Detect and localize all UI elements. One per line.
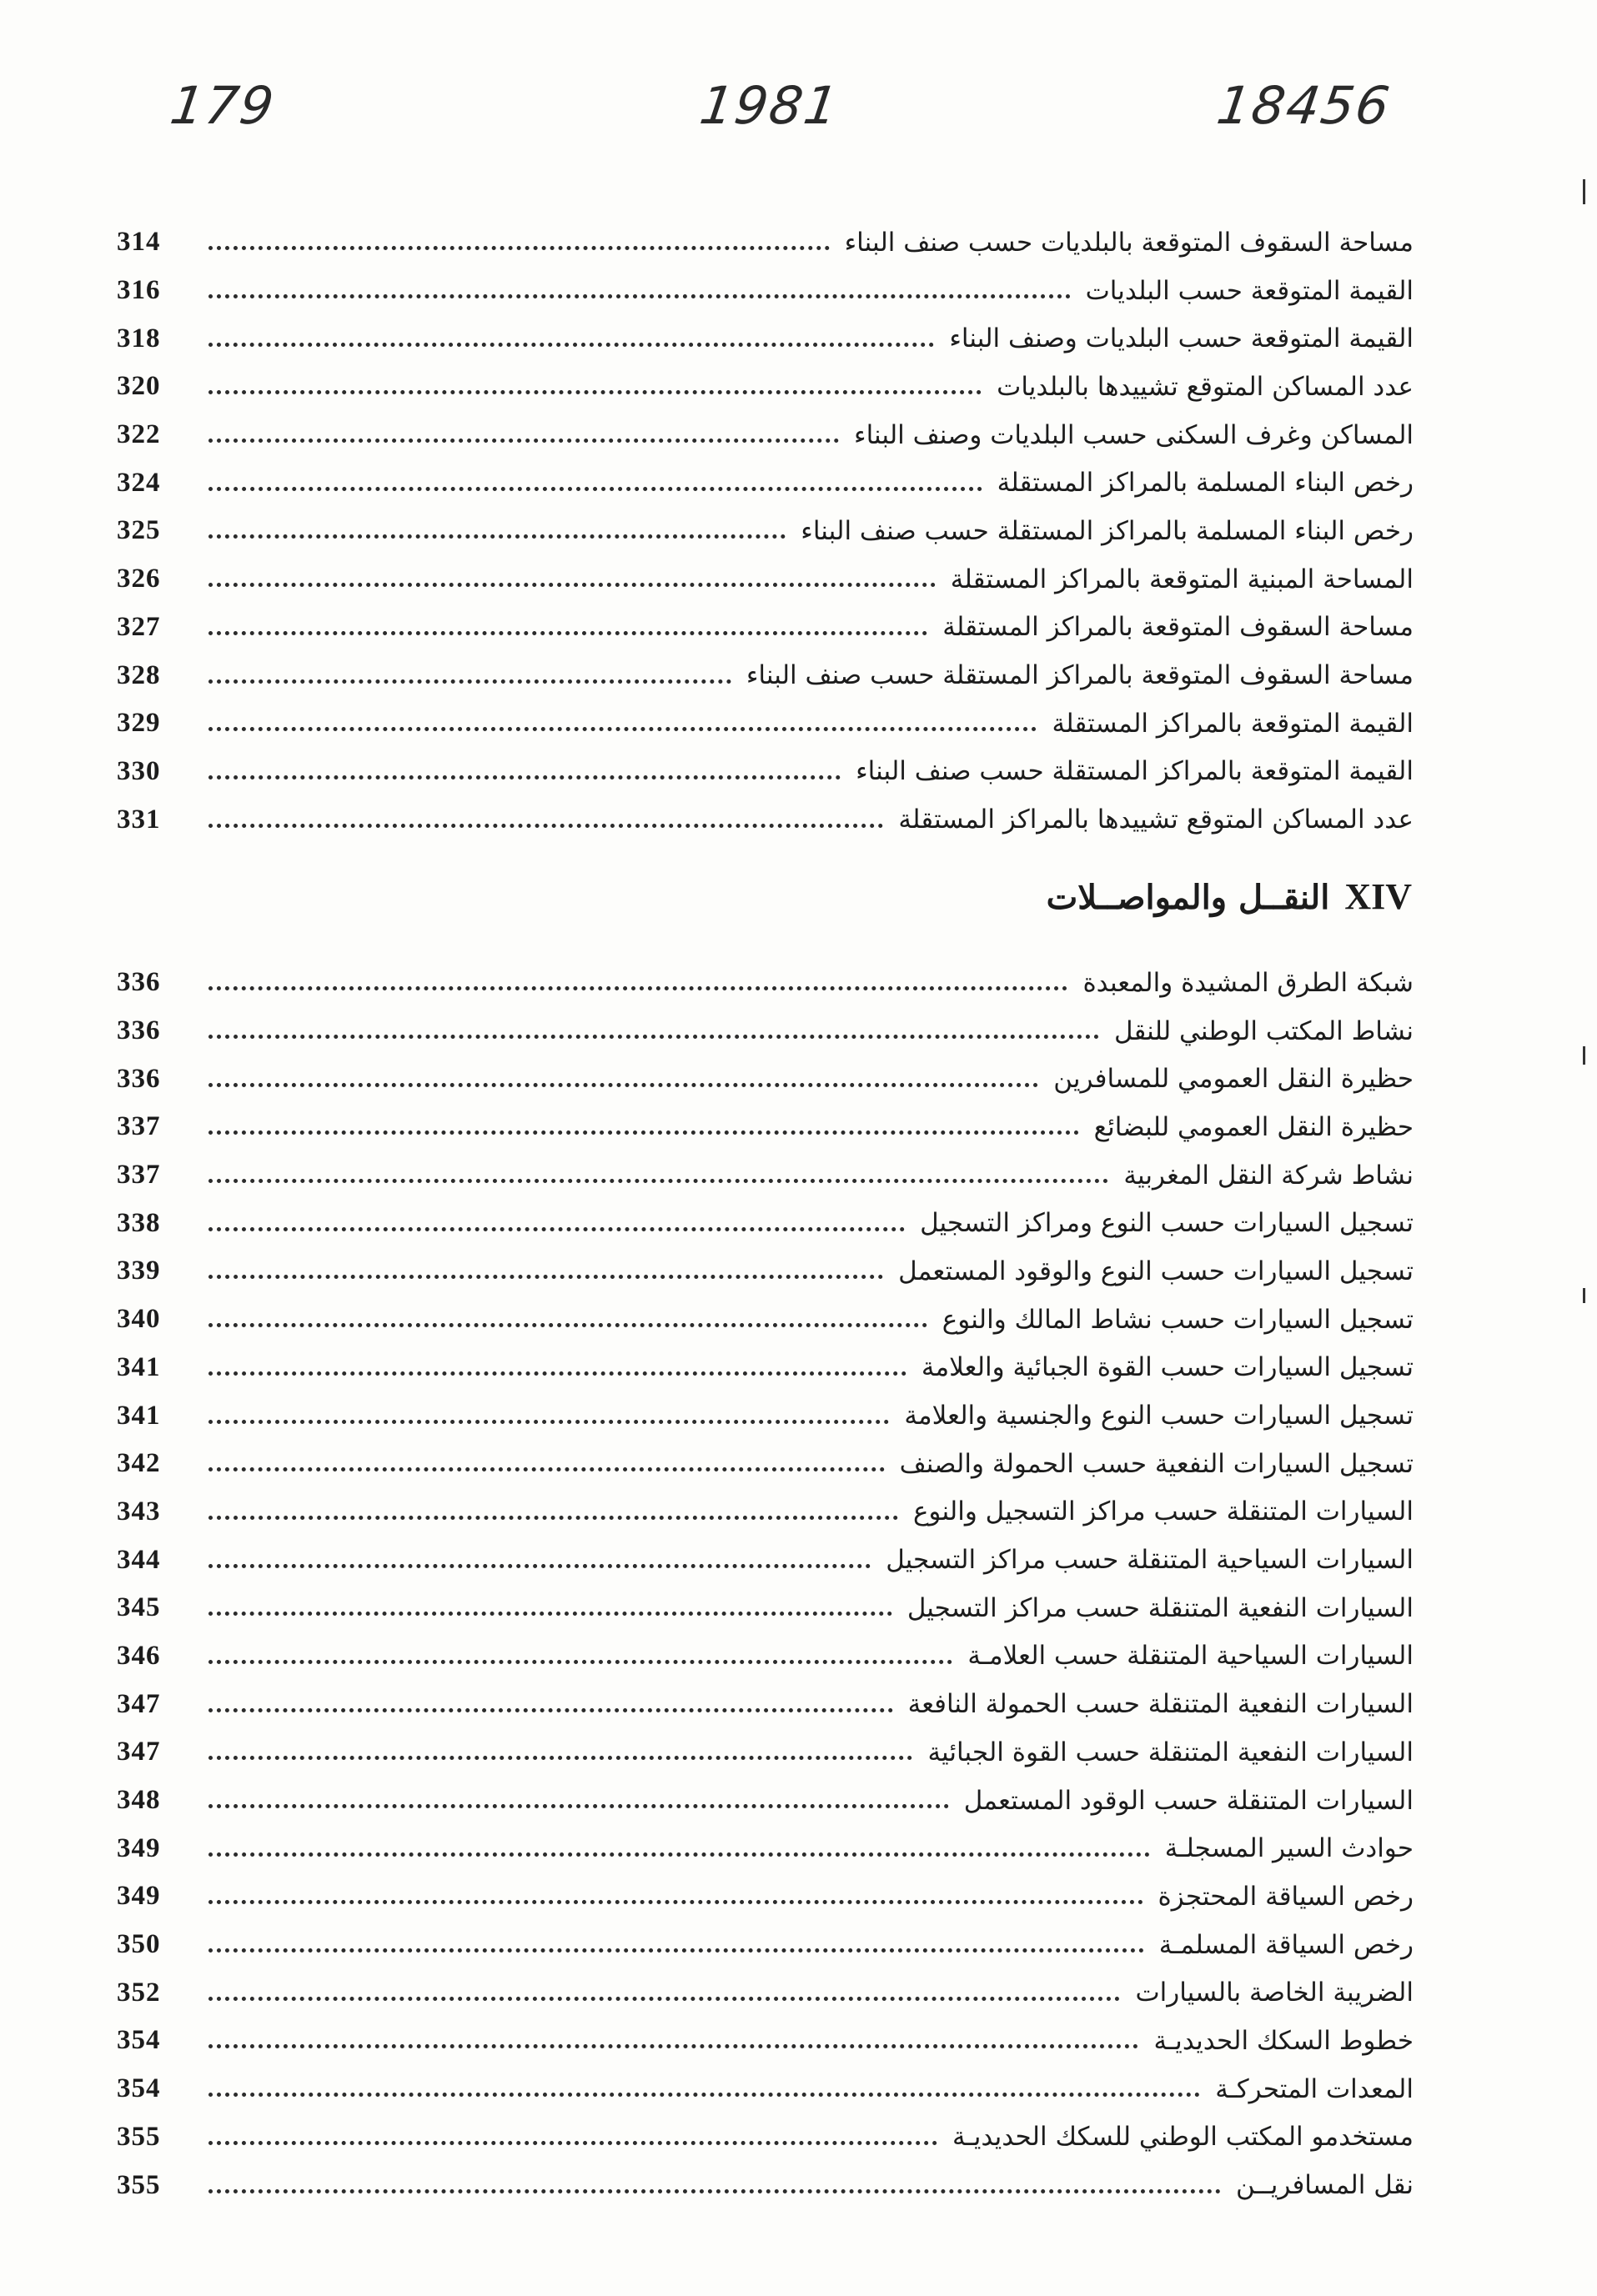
toc-entry	[117, 218, 1414, 267]
dot-leader	[208, 2141, 937, 2145]
toc-entry-title: تسجيل السيارات حسب القوة الجبائية والعلامة	[921, 1352, 1414, 1383]
dot-leader	[208, 1323, 927, 1327]
toc-entry	[117, 1777, 1414, 1825]
dot-leader	[208, 1516, 898, 1520]
toc-entry-title: خطوط السكك الحديديـة	[1153, 2025, 1414, 2056]
toc-entry-page: 328	[117, 659, 161, 690]
dot-leader	[208, 631, 927, 635]
dot-leader	[208, 294, 1071, 298]
toc-entry-page: 318	[117, 323, 161, 353]
dot-leader	[208, 1948, 1144, 1953]
scan-mark	[1583, 179, 1585, 204]
toc-entry	[117, 1632, 1414, 1681]
toc-entry-page: 340	[117, 1304, 161, 1335]
toc-entry-title: رخص السياقة المسلمـة	[1158, 1929, 1414, 1960]
toc-entry-page: 330	[117, 755, 161, 786]
toc-entry	[117, 1247, 1414, 1296]
toc-entry	[117, 1968, 1414, 2017]
toc-entry-title: شبكة الطرق المشيدة والمعبدة	[1082, 967, 1414, 998]
toc-entry-page: 345	[117, 1592, 161, 1623]
toc-entry	[117, 1728, 1414, 1777]
toc-entry	[117, 507, 1414, 555]
toc-entry-page: 331	[117, 804, 161, 835]
dot-leader	[208, 2189, 1221, 2193]
toc-entry-title: نشاط المكتب الوطني للنقل	[1113, 1015, 1414, 1046]
toc-entry-title: السيارات المتنقلة حسب الوقود المستعمل	[963, 1785, 1414, 1816]
toc-entry-page: 320	[117, 371, 161, 402]
dot-leader	[208, 534, 786, 539]
toc-entry-page: 350	[117, 1929, 161, 1960]
toc-entry	[117, 1584, 1414, 1632]
toc-entry-title: السيارات النفعية المتنقلة حسب مراكز التسجيل	[906, 1592, 1414, 1623]
dot-leader	[208, 775, 841, 780]
toc-entry	[117, 2017, 1414, 2065]
toc-entry-title: المعدات المتحركـة	[1215, 2073, 1414, 2104]
toc-entry-page: 337	[117, 1111, 161, 1142]
toc-entry-title: نشاط شركة النقل المغربية	[1123, 1160, 1414, 1191]
toc-entry-page: 339	[117, 1256, 161, 1286]
toc-entry-page: 355	[117, 2169, 161, 2200]
toc-entry	[117, 1536, 1414, 1584]
dot-leader	[208, 1564, 871, 1568]
toc-entry	[117, 1103, 1414, 1151]
toc-entry-title: عدد المساكن المتوقع تشييدها بالبلديات	[997, 371, 1414, 402]
toc-entry-page: 349	[117, 1881, 161, 1912]
toc-entry	[117, 314, 1414, 363]
toc-entry	[117, 1007, 1414, 1055]
toc-entry-page: 352	[117, 1977, 161, 2008]
dot-leader	[208, 1756, 912, 1760]
scan-mark	[1583, 1288, 1585, 1303]
section-numeral: XIV	[1344, 876, 1412, 917]
toc-entry-page: 343	[117, 1496, 161, 1526]
dot-leader	[208, 439, 839, 443]
toc-entry-page: 342	[117, 1448, 161, 1479]
toc-entry-page: 354	[117, 2073, 161, 2104]
toc-entry-page: 316	[117, 275, 161, 306]
toc-entry	[117, 604, 1414, 652]
dot-leader	[208, 824, 883, 828]
dot-leader	[208, 1804, 949, 1808]
dot-leader	[208, 1179, 1108, 1183]
dot-leader	[208, 1660, 952, 1664]
toc-entry-page: 327	[117, 611, 161, 642]
toc-entry-page: 347	[117, 1737, 161, 1767]
toc-entry	[117, 2161, 1414, 2209]
dot-leader	[208, 679, 731, 684]
section-heading-title: النقــل والمواصــلات	[1046, 878, 1330, 917]
toc-entry	[117, 699, 1414, 748]
dot-leader	[208, 1420, 889, 1424]
toc-entry-title: تسجيل السيارات النفعية حسب الحمولة والصنف	[899, 1448, 1414, 1479]
toc-entry-page: 336	[117, 1063, 161, 1094]
dot-leader	[208, 1035, 1099, 1039]
toc-entry-page: 314	[117, 227, 161, 258]
toc-section-2	[117, 959, 1414, 2209]
scan-mark	[1583, 1046, 1585, 1065]
toc-entry-title: السيارات السياحية المتنقلة حسب العلامـة	[967, 1641, 1414, 1672]
toc-entry-title: السيارات النفعية المتنقلة حسب القوة الجبائية	[927, 1737, 1414, 1767]
dot-leader	[208, 1708, 893, 1712]
toc-entry	[117, 959, 1414, 1007]
toc-entry-title: السيارات النفعية المتنقلة حسب الحمولة النافعة	[907, 1689, 1414, 1720]
toc-entry-page: 347	[117, 1688, 161, 1719]
dot-leader	[208, 2093, 1200, 2097]
toc-entry-title: رخص البناء المسلمة بالمراكز المستقلة حسب صنف البناء	[801, 515, 1414, 546]
dot-leader	[208, 1852, 1150, 1857]
toc-entry-page: 336	[117, 1015, 161, 1046]
toc-entry	[117, 1680, 1414, 1728]
toc-entry-title: نقل المسافريــن	[1235, 2170, 1414, 2201]
toc-entry-title: تسجيل السيارات حسب نشاط المالك والنوع	[942, 1304, 1414, 1335]
toc-entry-title: تسجيل السيارات حسب النوع ومراكز التسجيل	[920, 1208, 1414, 1239]
toc-entry-title: مستخدمو المكتب الوطني للسكك الحديديـة	[952, 2122, 1414, 2153]
toc-entry-title: مساحة السقوف المتوقعة بالمراكز المستقلة حسب صنف البناء	[746, 660, 1414, 691]
toc-entry-title: السيارات المتنقلة حسب مراكز التسجيل والنوع	[912, 1496, 1414, 1527]
dot-leader	[208, 1227, 905, 1231]
toc-entry-title: مساحة السقوف المتوقعة بالمراكز المستقلة	[942, 612, 1414, 643]
toc-entry-page: 355	[117, 2121, 161, 2152]
toc-entry-title: السيارات السياحية المتنقلة حسب مراكز التسجيل	[886, 1545, 1414, 1576]
toc-entry-title: القيمة المتوقعة حسب البلديات	[1085, 275, 1414, 306]
toc-entry-page: 325	[117, 515, 161, 546]
toc-entry-title: الضريبة الخاصة بالسيارات	[1135, 1978, 1414, 2008]
toc-entry	[117, 1488, 1414, 1537]
toc-entry-title: القيمة المتوقعة بالمراكز المستقلة	[1052, 708, 1414, 739]
toc-entry	[117, 363, 1414, 411]
toc-entry-page: 336	[117, 967, 161, 998]
dot-leader	[208, 1083, 1038, 1087]
toc-entry-page: 341	[117, 1351, 161, 1382]
toc-entry-page: 337	[117, 1160, 161, 1191]
toc-entry	[117, 748, 1414, 796]
toc-entry	[117, 1391, 1414, 1440]
toc-entry-title: رخص البناء المسلمة بالمراكز المستقلة	[997, 468, 1414, 499]
toc-entry	[117, 1344, 1414, 1392]
toc-entry-page: 341	[117, 1400, 161, 1431]
toc-entry-page: 322	[117, 419, 161, 450]
toc-entry	[117, 795, 1414, 844]
toc-entry	[117, 651, 1414, 699]
dot-leader	[208, 986, 1067, 990]
toc-entry-title: تسجيل السيارات حسب النوع والجنسية والعلامة	[904, 1401, 1414, 1431]
toc-entry-page: 324	[117, 467, 161, 498]
dot-leader	[208, 390, 982, 394]
toc-entry	[117, 411, 1414, 459]
section-heading	[1047, 875, 1412, 918]
toc-entry	[117, 1440, 1414, 1488]
handwritten-annotation-right: 18456	[1213, 75, 1395, 136]
handwritten-annotation-left: 179	[166, 75, 279, 136]
dot-leader	[208, 583, 936, 587]
toc-entry	[117, 2113, 1414, 2162]
toc-entry	[117, 1296, 1414, 1344]
toc-entry-title: المساحة المبنية المتوقعة بالمراكز المستقلة	[950, 564, 1414, 594]
dot-leader	[208, 1371, 906, 1376]
toc-section-1	[117, 218, 1414, 844]
dot-leader	[208, 1997, 1120, 2001]
toc-entry	[117, 1199, 1414, 1247]
toc-entry	[117, 1055, 1414, 1103]
dot-leader	[208, 246, 830, 250]
toc-entry-page: 349	[117, 1832, 161, 1863]
dot-leader	[208, 1467, 885, 1471]
toc-entry-page: 338	[117, 1207, 161, 1238]
toc-entry-page: 354	[117, 2025, 161, 2056]
dot-leader	[208, 1130, 1079, 1135]
handwritten-annotation-middle: 1981	[696, 75, 843, 136]
toc-entry-title: رخص السياقة المحتجزة	[1158, 1881, 1414, 1912]
toc-entry-title: المساكن وغرف السكنى حسب البلديات وصنف البناء	[854, 419, 1414, 450]
dot-leader	[208, 1275, 883, 1279]
toc-entry-title: تسجيل السيارات حسب النوع والوقود المستعمل	[898, 1256, 1414, 1286]
toc-entry-title: حظيرة النقل العمومي للبضائع	[1093, 1111, 1414, 1142]
toc-entry-page: 348	[117, 1785, 161, 1816]
toc-entry	[117, 1921, 1414, 1969]
dot-leader	[208, 343, 934, 347]
dot-leader	[208, 487, 982, 491]
toc-entry-title: عدد المساكن المتوقع تشييدها بالمراكز المستقلة	[898, 805, 1414, 835]
toc-entry-title: حوادث السير المسجلـة	[1164, 1833, 1414, 1864]
toc-entry	[117, 555, 1414, 604]
toc-entry	[117, 1824, 1414, 1872]
toc-entry-page: 326	[117, 564, 161, 594]
dot-leader	[208, 727, 1037, 731]
toc-entry-title: القيمة المتوقعة حسب البلديات وصنف البناء	[949, 323, 1414, 354]
toc-entry	[117, 1151, 1414, 1200]
dot-leader	[208, 1900, 1143, 1904]
toc-entry	[117, 2065, 1414, 2113]
toc-entry-page: 344	[117, 1544, 161, 1575]
toc-entry	[117, 267, 1414, 315]
toc-entry-title: حظيرة النقل العمومي للمسافرين	[1053, 1064, 1414, 1095]
dot-leader	[208, 2044, 1138, 2048]
toc-entry	[117, 1872, 1414, 1921]
toc-entry-title: القيمة المتوقعة بالمراكز المستقلة حسب صنف البناء	[856, 756, 1414, 787]
dot-leader	[208, 1612, 892, 1616]
toc-entry	[117, 459, 1414, 507]
toc-entry-page: 346	[117, 1640, 161, 1671]
toc-entry-title: مساحة السقوف المتوقعة بالبلديات حسب صنف البناء	[844, 227, 1414, 258]
toc-entry-page: 329	[117, 708, 161, 739]
